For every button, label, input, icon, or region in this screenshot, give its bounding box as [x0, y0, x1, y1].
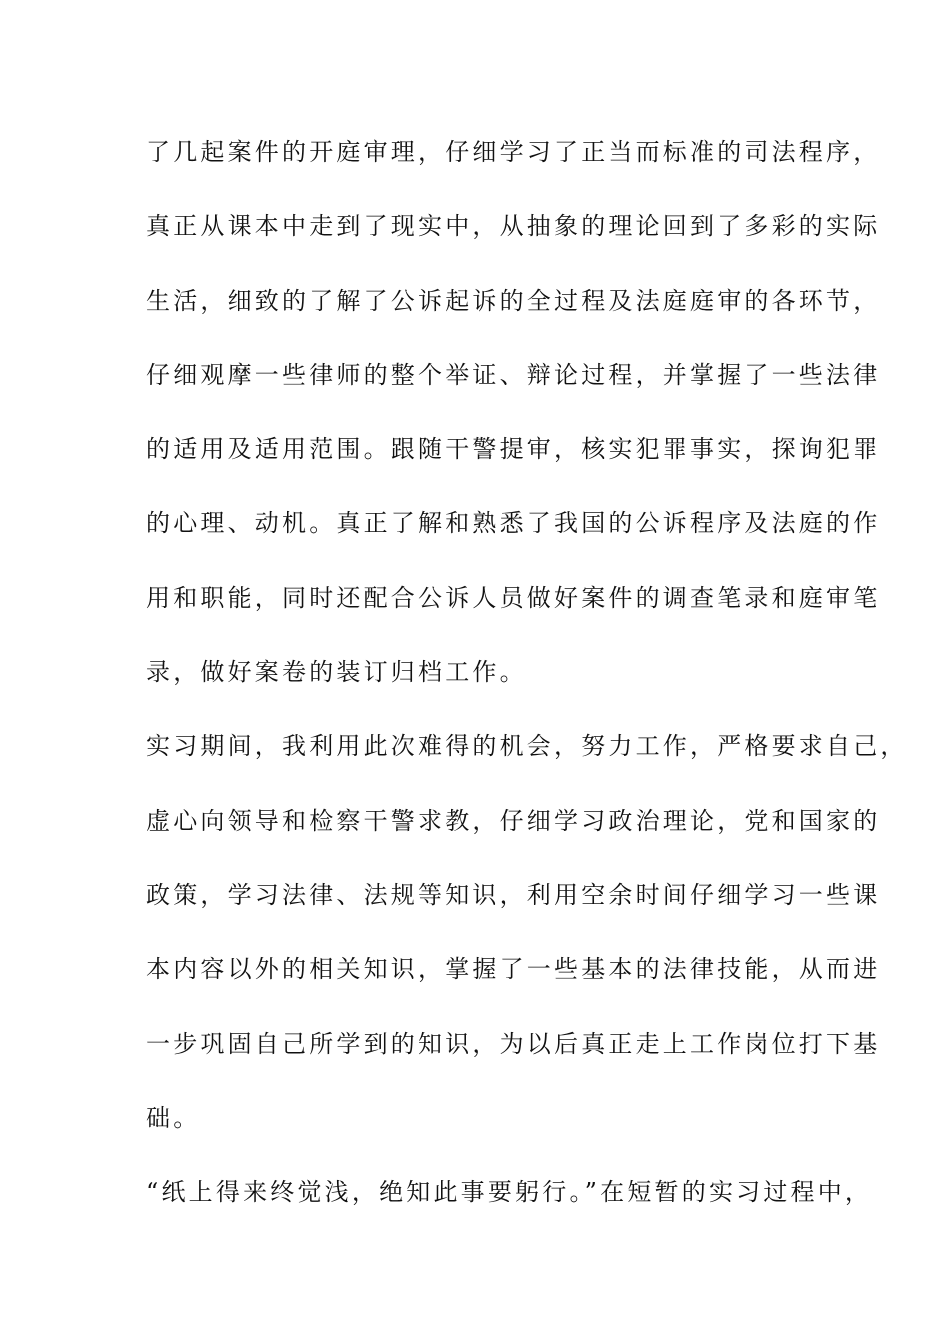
text-line: 实习期间，我利用此次难得的机会，努力工作，严格要求自己，: [146, 732, 908, 761]
text-line: 虚心向领导和检察干警求教，仔细学习政治理论，党和国家的: [146, 806, 881, 835]
text-line: 础。: [146, 1103, 201, 1132]
text-line: 政策，学习法律、法规等知识，利用空余时间仔细学习一些课: [146, 880, 881, 909]
document-body: [146, 128, 908, 1242]
text-line: 用和职能，同时还配合公诉人员做好案件的调查笔录和庭审笔: [146, 583, 881, 612]
text-line: 一步巩固自己所学到的知识，为以后真正走上工作岗位打下基: [146, 1029, 881, 1058]
text-line: 本内容以外的相关知识，掌握了一些基本的法律技能，从而进: [146, 955, 881, 984]
text-line: 了几起案件的开庭审理，仔细学习了正当而标准的司法程序，: [146, 138, 881, 166]
text-line: 仔细观摩一些律师的整个举证、辩论过程，并掌握了一些法律: [146, 360, 881, 389]
text-line: 的心理、动机。真正了解和熟悉了我国的公诉程序及法庭的作: [146, 509, 881, 538]
text-line: 录，做好案卷的装订归档工作。: [146, 658, 527, 687]
text-line: 的适用及适用范围。跟随干警提审，核实犯罪事实，探询犯罪: [146, 435, 881, 464]
text-line: 生活，细致的了解了公诉起诉的全过程及法庭庭审的各环节，: [146, 286, 881, 315]
text-line: 真正从课本中走到了现实中，从抽象的理论回到了多彩的实际: [146, 212, 881, 241]
text-line: “纸上得来终觉浅，绝知此事要躬行。”在短暂的实习过程中，: [146, 1178, 873, 1207]
